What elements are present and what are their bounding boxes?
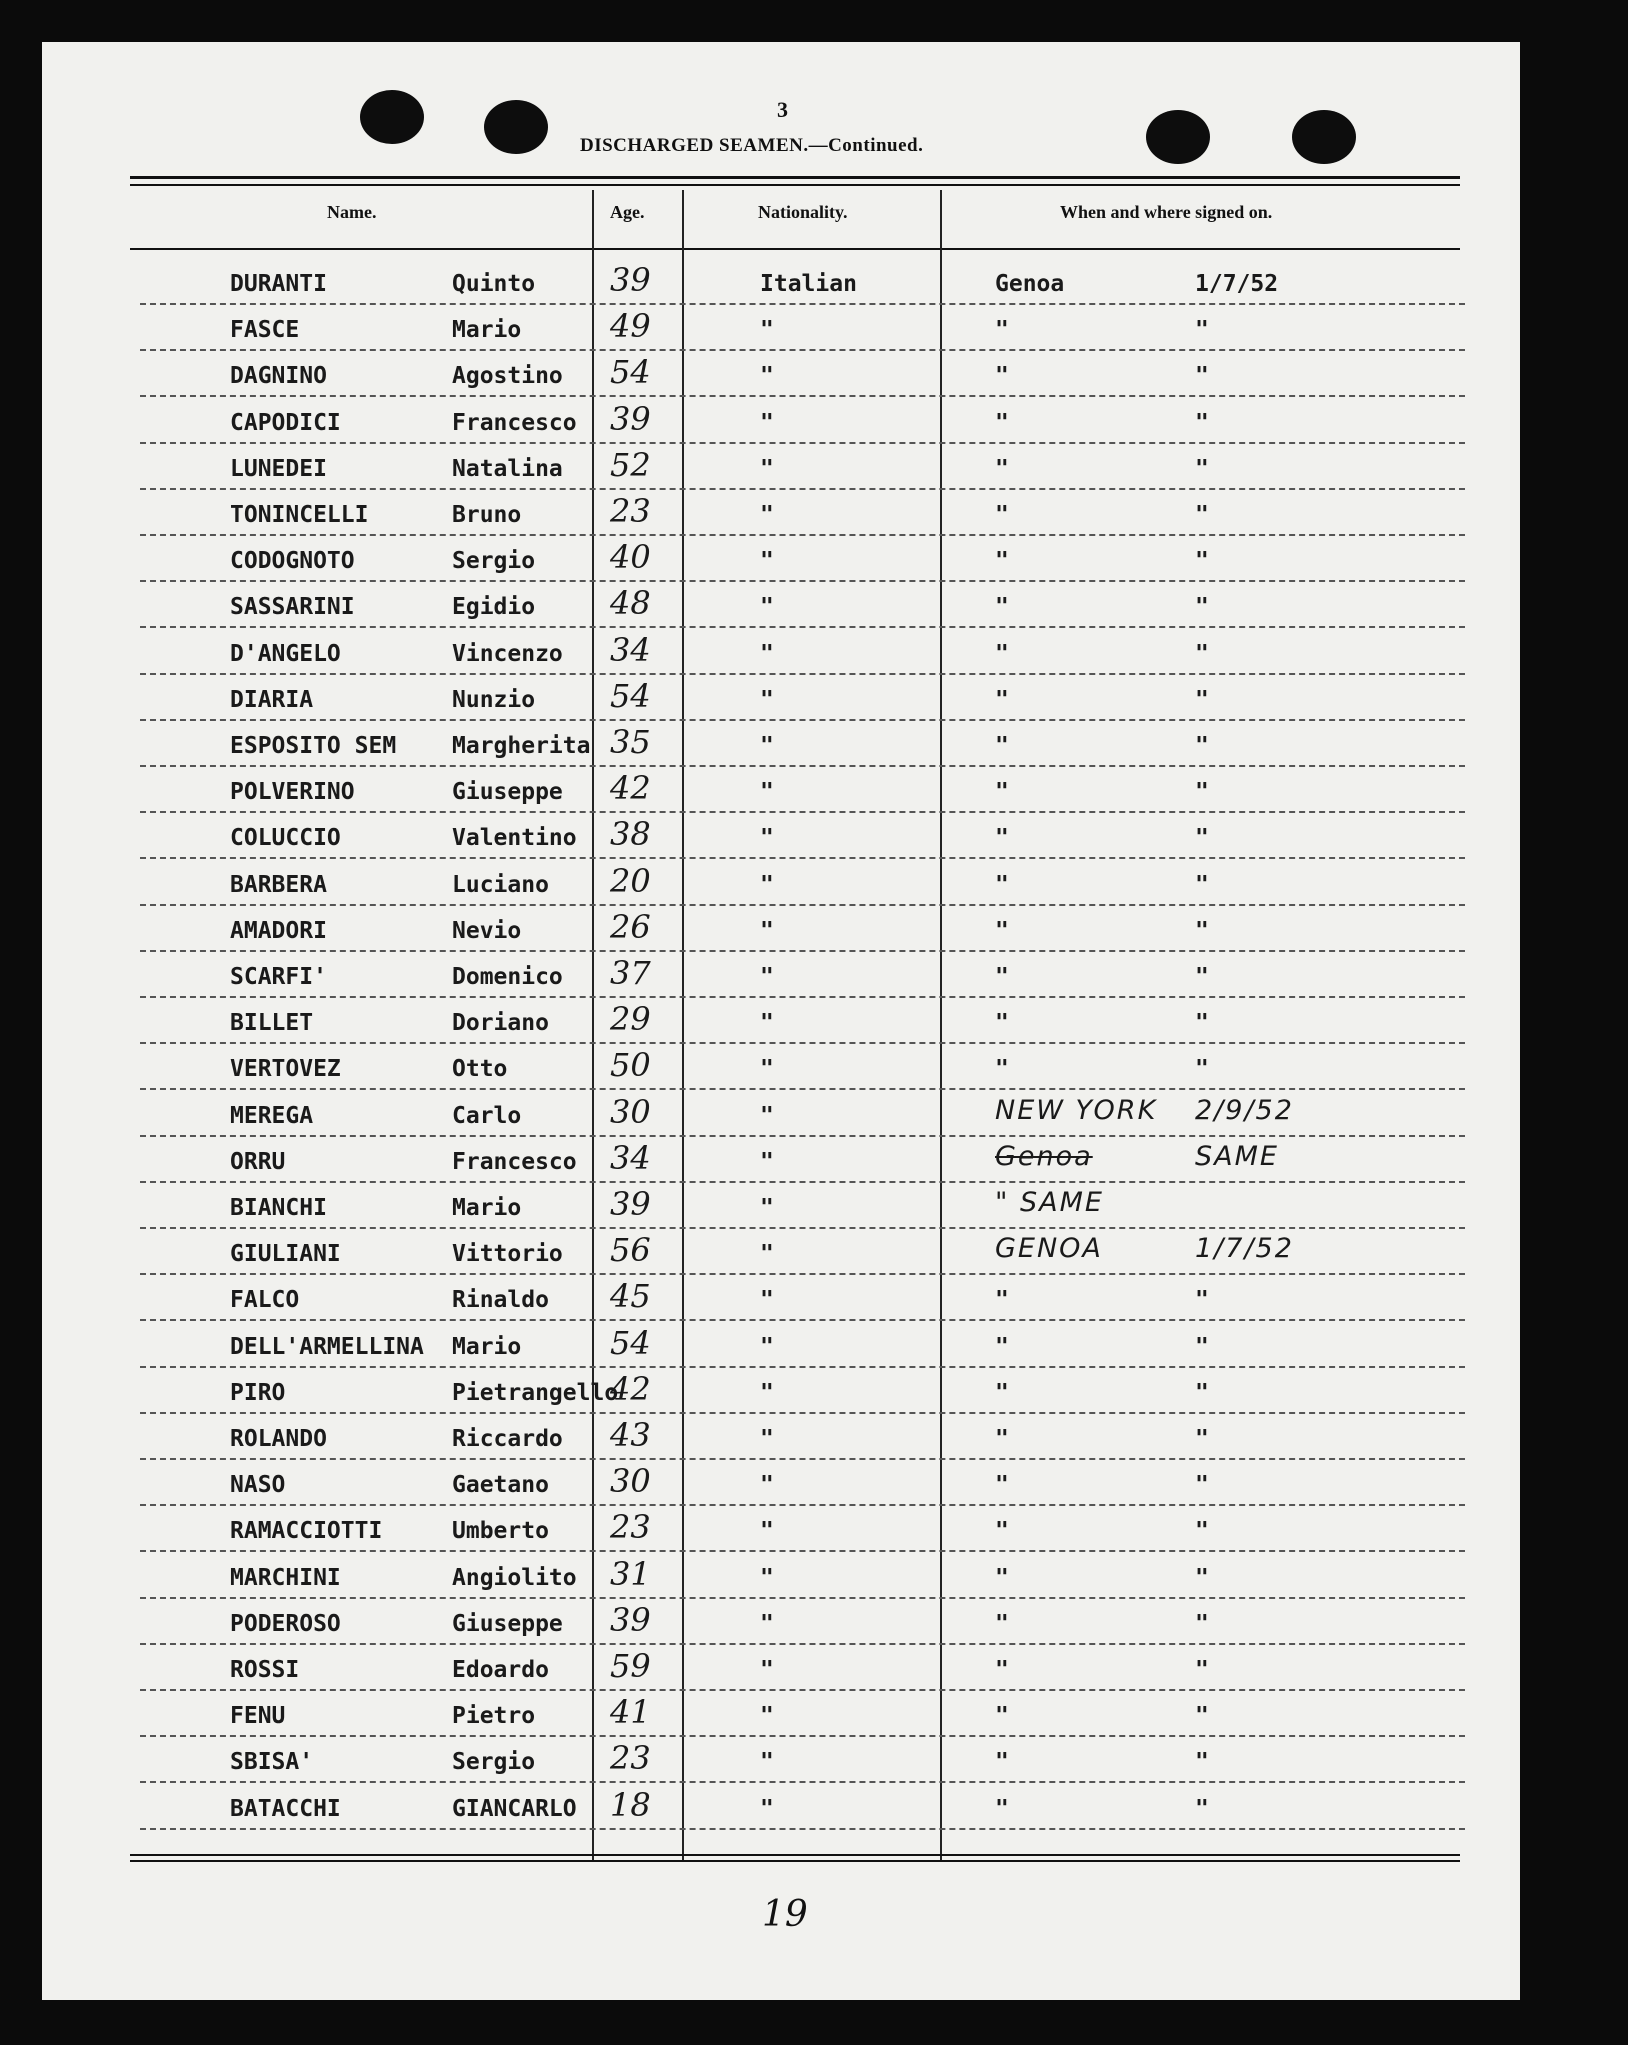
cell-age: 42 <box>610 1369 651 1408</box>
cell-age: 40 <box>610 538 651 577</box>
table-row <box>140 996 1465 1044</box>
cell-nationality: " <box>760 825 774 852</box>
cell-surname: DELL'ARMELLINA <box>230 1333 424 1360</box>
table-row <box>140 1273 1465 1321</box>
cell-given: Francesco <box>452 409 577 436</box>
cell-surname: DAGNINO <box>230 363 327 390</box>
table-row <box>140 1089 1465 1137</box>
cell-age: 54 <box>610 353 651 392</box>
cell-date: " <box>1195 1564 1209 1591</box>
table-row <box>140 904 1465 952</box>
cell-age: 49 <box>610 307 651 346</box>
cell-place: " <box>995 733 1009 759</box>
cell-given: Sergio <box>452 548 536 575</box>
cell-surname: FALCO <box>230 1287 300 1314</box>
table-row <box>140 349 1465 397</box>
table-row <box>140 1320 1465 1368</box>
document-page <box>42 42 1520 2000</box>
table-row <box>140 1181 1465 1229</box>
cell-given: Riccardo <box>452 1426 563 1452</box>
cell-given: Nevio <box>452 917 522 944</box>
cell-place: " <box>995 686 1009 713</box>
cell-nationality: " <box>760 964 774 990</box>
cell-given: Natalina <box>452 455 563 482</box>
cell-age: 54 <box>610 676 651 715</box>
cell-nationality: " <box>760 455 774 482</box>
table-row <box>140 257 1465 305</box>
cell-given: Angiolito <box>452 1564 577 1591</box>
cell-age: 18 <box>610 1785 651 1824</box>
page-number: 3 <box>777 97 788 122</box>
cell-date: " <box>1195 1472 1209 1499</box>
cell-nationality: " <box>760 1795 774 1822</box>
cell-date: " <box>1195 686 1209 713</box>
cell-date: " <box>1195 548 1209 575</box>
cell-nationality: " <box>760 1102 774 1129</box>
cell-given: Mario <box>452 317 522 344</box>
cell-surname: POLVERINO <box>230 779 355 806</box>
cell-nationality: " <box>760 1749 774 1776</box>
cell-nationality: " <box>760 1610 774 1637</box>
cell-place: " <box>995 363 1009 390</box>
header-top-rule <box>130 184 1460 186</box>
cell-date: " <box>1195 1426 1209 1452</box>
cell-place: " <box>995 1287 1009 1314</box>
cell-date: " <box>1195 1010 1209 1037</box>
cell-given: Quinto <box>452 271 536 297</box>
cell-age: 23 <box>610 1739 651 1778</box>
table-row <box>140 858 1465 906</box>
cell-nationality: " <box>760 1518 774 1545</box>
cell-given: Pietrangello <box>452 1379 619 1406</box>
cell-surname: PIRO <box>230 1379 286 1406</box>
cell-nationality: " <box>760 1287 774 1314</box>
cell-date: " <box>1195 779 1209 806</box>
cell-place: " <box>995 640 1009 667</box>
cell-given: Carlo <box>452 1102 522 1129</box>
cell-age: 37 <box>610 954 651 992</box>
cell-place: " <box>995 1795 1009 1822</box>
cell-place: " <box>995 409 1009 436</box>
cell-surname: PODEROSO <box>230 1610 341 1637</box>
cell-given: Bruno <box>452 502 522 528</box>
header-bottom-rule <box>130 248 1460 250</box>
cell-given: Mario <box>452 1333 522 1360</box>
cell-given: Umberto <box>452 1518 549 1545</box>
cell-place: " <box>995 1333 1009 1360</box>
cell-surname: COLUCCIO <box>230 825 341 852</box>
cell-nationality: " <box>760 409 774 436</box>
table-row <box>140 1551 1465 1599</box>
cell-place: " <box>995 1056 1009 1083</box>
cell-nationality: " <box>760 548 774 575</box>
cell-surname: NASO <box>230 1472 286 1499</box>
cell-surname: LUNEDEI <box>230 455 327 482</box>
cell-nationality: " <box>760 917 774 944</box>
table-row <box>140 719 1465 767</box>
cell-surname: D'ANGELO <box>230 640 341 667</box>
cell-given: Sergio <box>452 1749 536 1776</box>
cell-age: 56 <box>610 1231 651 1270</box>
cell-place: " <box>995 1564 1009 1591</box>
cell-nationality: " <box>760 1241 774 1268</box>
cell-date: " <box>1195 1703 1209 1730</box>
cell-surname: SBISA' <box>230 1749 314 1776</box>
cell-given: Vittorio <box>452 1241 563 1268</box>
cell-age: 30 <box>610 1092 651 1131</box>
cell-nationality: " <box>760 594 774 621</box>
table-row <box>140 488 1465 536</box>
cell-date: " <box>1195 1333 1209 1360</box>
punch-hole <box>360 90 424 144</box>
cell-date: " <box>1195 317 1209 344</box>
cell-surname: CODOGNOTO <box>230 548 355 575</box>
cell-place: Genoa <box>995 271 1065 297</box>
page-title: DISCHARGED SEAMEN.—Continued. <box>580 135 924 156</box>
table-row <box>140 1643 1465 1691</box>
cell-date: 1/7/52 <box>1195 271 1279 297</box>
table-row <box>140 1042 1465 1090</box>
cell-given: Egidio <box>452 594 536 621</box>
cell-age: 38 <box>610 815 651 854</box>
cell-place: " <box>995 1379 1009 1406</box>
punch-hole <box>484 100 548 154</box>
cell-date: " <box>1195 1287 1209 1314</box>
cell-surname: BARBERA <box>230 871 327 898</box>
cell-date: " <box>1195 825 1209 852</box>
table-row <box>140 1597 1465 1645</box>
table-row <box>140 1735 1465 1783</box>
cell-age: 30 <box>610 1462 651 1501</box>
cell-surname: BIANCHI <box>230 1195 327 1221</box>
cell-place: " <box>995 594 1009 621</box>
cell-nationality: " <box>760 502 774 528</box>
cell-nationality: " <box>760 1379 774 1406</box>
cell-surname: TONINCELLI <box>230 502 369 528</box>
cell-surname: DURANTI <box>230 271 327 297</box>
cell-age: 45 <box>610 1277 651 1316</box>
header-nationality: Nationality. <box>758 202 848 222</box>
cell-date: " <box>1195 1749 1209 1776</box>
cell-given: Mario <box>452 1195 522 1221</box>
cell-age: 52 <box>610 445 651 484</box>
cell-nationality: " <box>760 1472 774 1499</box>
cell-given: Edoardo <box>452 1657 549 1683</box>
cell-date: 2/9/52 <box>1195 1094 1294 1126</box>
cell-given: Valentino <box>452 825 577 852</box>
cell-age: 41 <box>610 1693 651 1732</box>
cell-given: Giuseppe <box>452 779 563 806</box>
table-bottom-rule <box>130 1860 1460 1862</box>
cell-date: 1/7/52 <box>1195 1233 1294 1265</box>
cell-date: " <box>1195 964 1209 990</box>
table-row <box>140 303 1465 351</box>
cell-given: Domenico <box>452 964 563 990</box>
table-row <box>140 534 1465 582</box>
cell-nationality: " <box>760 1010 774 1037</box>
cell-nationality: " <box>760 640 774 667</box>
cell-age: 35 <box>610 723 651 761</box>
header-name: Name. <box>327 202 377 222</box>
table-row <box>140 1227 1465 1275</box>
cell-age: 48 <box>610 584 651 623</box>
cell-given: Rinaldo <box>452 1287 549 1314</box>
table-row <box>140 1689 1465 1737</box>
table-row <box>140 673 1465 721</box>
table-row <box>140 811 1465 859</box>
cell-nationality: " <box>760 1333 774 1360</box>
cell-place: " <box>995 871 1009 898</box>
cell-nationality: " <box>760 1195 774 1221</box>
cell-age: 39 <box>610 1600 651 1639</box>
cell-surname: RAMACCIOTTI <box>230 1518 383 1545</box>
footer-number: 19 <box>762 1894 808 1935</box>
table-row <box>140 950 1465 998</box>
cell-surname: GIULIANI <box>230 1241 341 1268</box>
cell-age: 34 <box>610 1138 651 1177</box>
cell-date: " <box>1195 917 1209 944</box>
cell-place: " <box>995 1749 1009 1776</box>
cell-date: " <box>1195 871 1209 898</box>
cell-given: Francesco <box>452 1148 577 1175</box>
cell-date: " <box>1195 409 1209 436</box>
cell-surname: ROSSI <box>230 1657 300 1683</box>
table-row <box>140 627 1465 675</box>
cell-nationality: " <box>760 733 774 759</box>
cell-given: Luciano <box>452 871 549 898</box>
cell-place: " <box>995 317 1009 344</box>
table-row <box>140 1135 1465 1183</box>
cell-age: 26 <box>610 907 651 946</box>
cell-surname: FENU <box>230 1703 286 1730</box>
cell-surname: BATACCHI <box>230 1795 341 1822</box>
cell-given: Agostino <box>452 363 563 390</box>
cell-given: Doriano <box>452 1010 549 1037</box>
cell-nationality: " <box>760 363 774 390</box>
cell-surname: SCARFI' <box>230 964 327 990</box>
cell-date: " <box>1195 1518 1209 1545</box>
cell-surname: VERTOVEZ <box>230 1056 341 1083</box>
header-age: Age. <box>610 202 645 222</box>
cell-place: " SAME <box>995 1187 1104 1218</box>
cell-place: GENOA <box>995 1233 1103 1265</box>
cell-surname: CAPODICI <box>230 409 341 436</box>
table-row <box>140 1412 1465 1460</box>
cell-nationality: " <box>760 686 774 713</box>
cell-nationality: " <box>760 1564 774 1591</box>
cell-age: 39 <box>610 261 651 299</box>
cell-nationality: " <box>760 1426 774 1452</box>
cell-nationality: " <box>760 1703 774 1730</box>
cell-date: " <box>1195 1657 1209 1683</box>
cell-surname: MARCHINI <box>230 1564 341 1591</box>
cell-nationality: " <box>760 779 774 806</box>
cell-age: 20 <box>610 861 651 900</box>
cell-place: " <box>995 1472 1009 1499</box>
cell-given: Gaetano <box>452 1472 549 1499</box>
cell-age: 39 <box>610 399 651 438</box>
cell-date: " <box>1195 1056 1209 1083</box>
cell-given: Vincenzo <box>452 640 563 667</box>
cell-surname: DIARIA <box>230 686 314 713</box>
cell-place: NEW YORK <box>995 1094 1158 1126</box>
cell-place: " <box>995 1010 1009 1037</box>
table-row <box>140 1366 1465 1414</box>
cell-given: Margherita <box>452 733 591 759</box>
cell-date: " <box>1195 733 1209 759</box>
cell-surname: ORRU <box>230 1148 286 1175</box>
cell-date: SAME <box>1195 1140 1279 1172</box>
cell-surname: ROLANDO <box>230 1426 327 1452</box>
cell-place: " <box>995 917 1009 944</box>
punch-hole <box>1146 110 1210 164</box>
table-row <box>140 396 1465 444</box>
cell-given: GIANCARLO <box>452 1795 577 1822</box>
cell-given: Pietro <box>452 1703 536 1730</box>
cell-surname: FASCE <box>230 317 300 344</box>
cell-age: 23 <box>610 492 651 530</box>
cell-place: " <box>995 964 1009 990</box>
cell-date: " <box>1195 1795 1209 1822</box>
cell-age: 23 <box>610 1508 651 1547</box>
cell-nationality: " <box>760 1148 774 1175</box>
cell-given: Nunzio <box>452 686 536 713</box>
cell-surname: SASSARINI <box>230 594 355 621</box>
cell-nationality: " <box>760 1056 774 1083</box>
table-row <box>140 1504 1465 1552</box>
cell-nationality: Italian <box>760 271 857 297</box>
cell-place: " <box>995 1426 1009 1452</box>
cell-surname: ESPOSITO SEM <box>230 733 397 759</box>
cell-date: " <box>1195 1610 1209 1637</box>
cell-surname: BILLET <box>230 1010 314 1037</box>
cell-place: " <box>995 502 1009 528</box>
cell-nationality: " <box>760 317 774 344</box>
cell-given: Otto <box>452 1056 508 1083</box>
cell-age: 39 <box>610 1185 651 1223</box>
table-row <box>140 442 1465 490</box>
cell-age: 34 <box>610 630 651 669</box>
table-row <box>140 765 1465 813</box>
cell-place: " <box>995 548 1009 575</box>
cell-date: " <box>1195 502 1209 528</box>
cell-date: " <box>1195 363 1209 390</box>
cell-age: 50 <box>610 1046 651 1085</box>
cell-age: 59 <box>610 1647 651 1685</box>
cell-date: " <box>1195 594 1209 621</box>
cell-age: 54 <box>610 1323 651 1362</box>
table-row <box>140 1458 1465 1506</box>
cell-place: " <box>995 455 1009 482</box>
cell-age: 42 <box>610 769 651 808</box>
cell-surname: MEREGA <box>230 1102 314 1129</box>
cell-place: " <box>995 1657 1009 1683</box>
cell-surname: AMADORI <box>230 917 327 944</box>
cell-date: " <box>1195 455 1209 482</box>
cell-place: " <box>995 779 1009 806</box>
table-row <box>140 1782 1465 1830</box>
header-signed-on: When and where signed on. <box>1060 202 1273 222</box>
cell-date: " <box>1195 1379 1209 1406</box>
table-row <box>140 580 1465 628</box>
cell-nationality: " <box>760 1657 774 1683</box>
cell-given: Giuseppe <box>452 1610 563 1637</box>
cell-date: " <box>1195 640 1209 667</box>
cell-place: " <box>995 1610 1009 1637</box>
table-bottom-rule <box>130 1854 1460 1856</box>
cell-place: " <box>995 1518 1009 1545</box>
cell-place: " <box>995 1703 1009 1730</box>
cell-age: 43 <box>610 1416 651 1454</box>
cell-age: 29 <box>610 1000 651 1039</box>
punch-hole <box>1292 110 1356 164</box>
cell-place: " <box>995 825 1009 852</box>
cell-nationality: " <box>760 871 774 898</box>
cell-place: Genoa <box>995 1140 1093 1172</box>
cell-age: 31 <box>610 1554 651 1593</box>
header-top-rule <box>130 176 1460 179</box>
